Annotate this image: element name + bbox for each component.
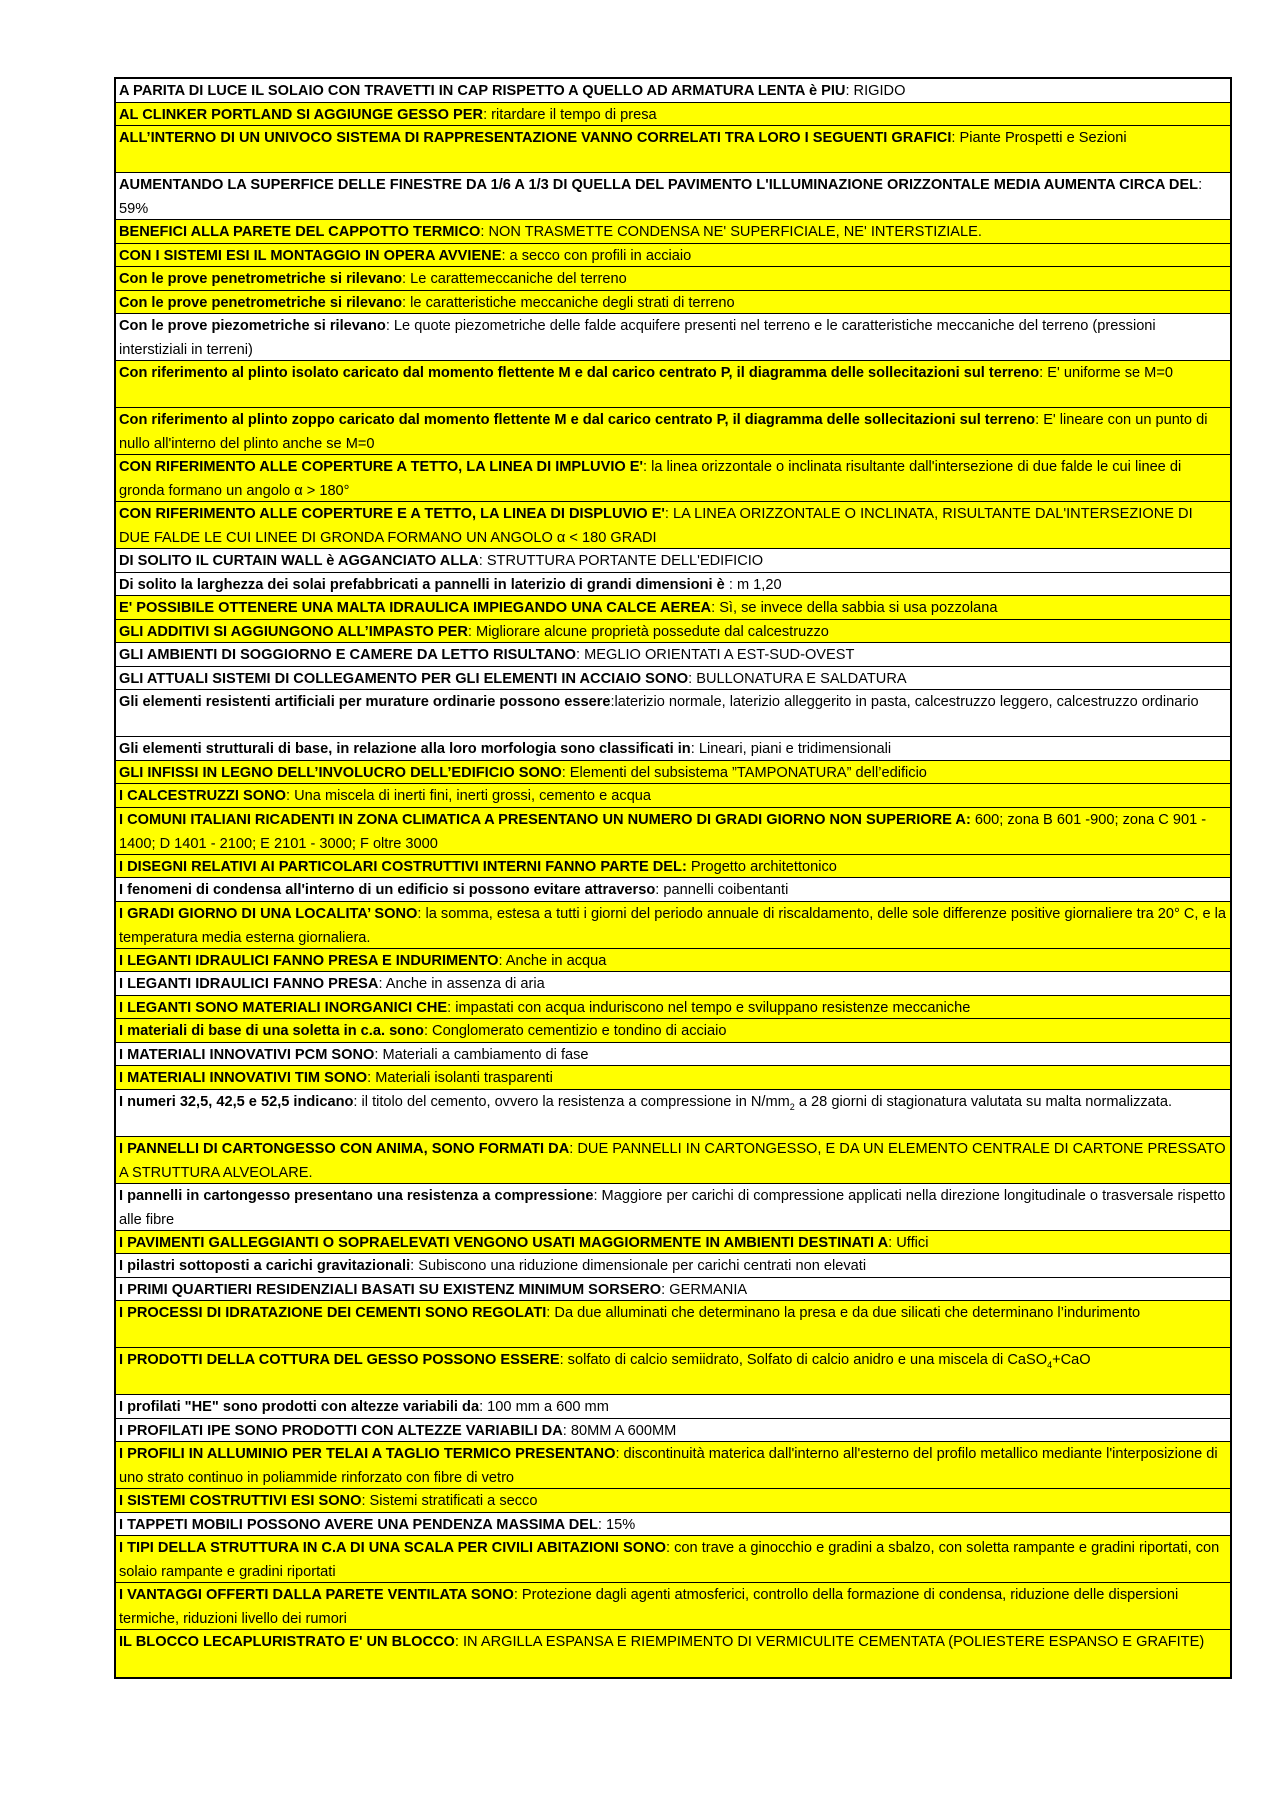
answer-text: : Le quote piezometriche delle falde acquifere presenti nel terreno e le caratteristiche meccaniche del terreno (pressioni interstiziali in terreni) — [119, 318, 1156, 358]
answer-text: : GERMANIA — [661, 1281, 748, 1298]
table-row — [116, 690, 1230, 737]
answer-text: : MEGLIO ORIENTATI A EST-SUD-OVEST — [576, 647, 855, 663]
answer-text: : E' uniforme se M=0 — [1039, 365, 1173, 381]
table-row — [116, 1419, 1230, 1443]
answer-text: : Migliorare alcune proprietà possedute dal calcestruzzo — [467, 623, 829, 640]
answer-text: : Elementi del subsistema ”TAMPONATURA” dell’edificio — [561, 764, 927, 781]
question-text: Gli elementi resistenti artificiali per murature ordinarie possono essere — [119, 694, 611, 710]
question-text: Gli elementi strutturali di base, in relazione alla loro morfologia sono classificati in — [119, 741, 691, 757]
question-text: I PROFILI IN ALLUMINIO PER TELAI A TAGLIO TERMICO PRESENTANO — [119, 1446, 616, 1462]
answer-text: : m 1,20 — [724, 576, 782, 593]
question-text: AUMENTANDO LA SUPERFICE DELLE FINESTRE DA 1/6 A 1/3 DI QUELLA DEL PAVIMENTO L'ILLUMINAZIONE ORIZZONTALE MEDIA AUMENTA CIRCA DEL — [119, 177, 1199, 193]
question-text: GLI AMBIENTI DI SOGGIORNO E CAMERE DA LETTO RISULTANO — [119, 647, 577, 663]
table-row — [116, 1254, 1230, 1278]
table-row — [116, 643, 1230, 667]
answer-text: :laterizio normale, laterizio alleggerito in pasta, calcestruzzo leggero, calcestruzzo ordinario — [610, 694, 1199, 710]
table-row — [116, 1583, 1230, 1630]
table-row — [116, 620, 1230, 644]
question-text: I PAVIMENTI GALLEGGIANTI O SOPRAELEVATI VENGONO USATI MAGGIORMENTE IN AMBIENTI DESTINATI A — [119, 1234, 889, 1251]
question-text: I TIPI DELLA STRUTTURA IN C.A DI UNA SCALA PER CIVILI ABITAZIONI SONO — [119, 1540, 666, 1556]
question-text: GLI ATTUALI SISTEMI DI COLLEGAMENTO PER GLI ELEMENTI IN ACCIAIO SONO — [119, 670, 689, 687]
question-text: I LEGANTI IDRAULICI FANNO PRESA — [119, 976, 379, 992]
question-text: I VANTAGGI OFFERTI DALLA PARETE VENTILATA SONO — [119, 1587, 514, 1603]
table-row — [116, 549, 1230, 573]
answer-text: : IN ARGILLA ESPANSA E RIEMPIMENTO DI VERMICULITE CEMENTATA (POLIESTERE ESPANSO E GRAFITE) — [454, 1634, 1205, 1650]
table-row — [116, 1348, 1230, 1395]
question-text: ALL’INTERNO DI UN UNIVOCO SISTEMA DI RAPPRESENTAZIONE VANNO CORRELATI TRA LORO I SEGUENTI GRAFICI — [119, 130, 952, 146]
question-text: I CALCESTRUZZI SONO — [119, 788, 287, 804]
question-text: I pannelli in cartongesso presentano una resistenza a compressione — [119, 1187, 594, 1204]
table-row — [116, 808, 1230, 855]
table-row — [116, 220, 1230, 244]
subscript-text: 2 — [789, 1101, 795, 1112]
answer-text: : Una miscela di inerti fini, inerti grossi, cemento e acqua — [286, 788, 652, 804]
answer-text: Progetto architettonico — [686, 858, 837, 875]
table-row — [116, 1090, 1230, 1137]
table-row — [116, 291, 1230, 315]
table-row — [116, 1184, 1230, 1231]
answer-text: : Anche in acqua — [498, 952, 607, 969]
table-row — [116, 1066, 1230, 1090]
answer-text: : a secco con profili in acciaio — [501, 247, 692, 264]
question-text: I PRIMI QUARTIERI RESIDENZIALI BASATI SU EXISTENZ MINIMUM SORSERO — [119, 1281, 662, 1298]
table-row — [116, 1301, 1230, 1348]
table-row — [116, 455, 1230, 502]
table-row — [116, 361, 1230, 408]
table-row — [116, 902, 1230, 949]
question-text: I PROFILATI IPE SONO PRODOTTI CON ALTEZZE VARIABILI DA — [119, 1422, 563, 1439]
question-text: I MATERIALI INNOVATIVI PCM SONO — [119, 1046, 375, 1063]
question-text: CON I SISTEMI ESI IL MONTAGGIO IN OPERA AVVIENE — [119, 247, 502, 264]
question-text: I PRODOTTI DELLA COTTURA DEL GESSO POSSONO ESSERE — [119, 1352, 560, 1368]
answer-text: : ritardare il tempo di presa — [483, 106, 657, 123]
question-text: E' POSSIBILE OTTENERE UNA MALTA IDRAULICA IMPIEGANDO UNA CALCE AEREA — [119, 600, 712, 616]
question-text: I numeri 32,5, 42,5 e 52,5 indicano — [119, 1093, 354, 1110]
question-text: Con riferimento al plinto isolato caricato dal momento flettente M e dal carico centrato P, il diagramma delle sollecitazioni sul terreno — [119, 365, 1040, 381]
question-text: I GRADI GIORNO DI UNA LOCALITA’ SONO — [119, 905, 418, 922]
answer-text: : Sistemi stratificati a secco — [361, 1493, 538, 1509]
answer-text: : Protezione dagli agenti atmosferici, controllo della formazione di condensa, riduzione delle dispersioni termiche, riduzioni livello dei rumori — [119, 1587, 1179, 1627]
answer-text: : con trave a ginocchio e gradini a sbalzo, con soletta rampante e gradini riportati, con solaio rampante e gradini riportati — [119, 1540, 1220, 1580]
question-text: CON RIFERIMENTO ALLE COPERTURE A TETTO, LA LINEA DI IMPLUVIO E' — [119, 459, 643, 475]
question-text: I DISEGNI RELATIVI AI PARTICOLARI COSTRUTTIVI INTERNI FANNO PARTE DEL: — [119, 858, 687, 875]
table-row — [116, 1630, 1230, 1677]
question-text: Di solito la larghezza dei solai prefabbricati a pannelli in laterizio di grandi dimensioni è — [119, 576, 725, 593]
table-row — [116, 784, 1230, 808]
answer-text: : pannelli coibentanti — [655, 882, 789, 898]
answer-text: : Conglomerato cementizio e tondino di acciaio — [423, 1023, 727, 1039]
question-text: GLI ADDITIVI SI AGGIUNGONO ALL’IMPASTO PER — [119, 623, 468, 640]
table-row — [116, 1137, 1230, 1184]
table-row — [116, 972, 1230, 996]
subscript-text: 4 — [1047, 1359, 1053, 1370]
answer-text: : Piante Prospetti e Sezioni — [951, 130, 1127, 146]
answer-text: : DUE PANNELLI IN CARTONGESSO, E DA UN ELEMENTO CENTRALE DI CARTONE PRESSATO A STRUTTURA ALVEOLARE. — [119, 1140, 1226, 1181]
answer-text: : discontinuità materica dall'interno all'esterno del profilo metallico mediante l'interposizione di uno strato continuo in poliammide rinforzato con fibre di vetro — [119, 1446, 1218, 1486]
table-row — [116, 103, 1230, 127]
answer-text: : Uffici — [888, 1234, 929, 1251]
table-row — [116, 1536, 1230, 1583]
table-row — [116, 878, 1230, 902]
answer-text: : la somma, estesa a tutti i giorni del periodo annuale di riscaldamento, delle sole differenze positive giornaliere tra 20° C, e la temperatura media esterna giornaliera. — [119, 905, 1227, 946]
table-row — [116, 573, 1230, 597]
table-row — [116, 949, 1230, 973]
answer-text: : 59% — [119, 177, 1203, 217]
question-text: I PANNELLI DI CARTONGESSO CON ANIMA, SONO FORMATI DA — [119, 1140, 570, 1157]
answer-text: : E' lineare con un punto di nullo all'interno del plinto anche se M=0 — [119, 412, 1208, 452]
answer-text: : Materiali isolanti trasparenti — [367, 1070, 553, 1086]
question-text: Con le prove penetrometriche si rilevano — [119, 294, 403, 311]
question-text: DI SOLITO IL CURTAIN WALL è AGGANCIATO ALLA — [119, 553, 479, 569]
answer-text-continued: +CaO — [1052, 1352, 1091, 1368]
answer-text: : le caratteristiche meccaniche degli strati di terreno — [402, 294, 735, 311]
answer-text: : STRUTTURA PORTANTE DELL'EDIFICIO — [478, 553, 764, 569]
answer-text: : Le carattemeccaniche del terreno — [402, 271, 627, 287]
table-row — [116, 1513, 1230, 1537]
question-text: I COMUNI ITALIANI RICADENTI IN ZONA CLIMATICA A PRESENTANO UN NUMERO DI GRADI GIORNO NON SUPERIORE A: — [119, 811, 971, 828]
answer-text: : il titolo del cemento, ovvero la resistenza a compressione in N/mm — [353, 1093, 790, 1110]
question-text: I PROCESSI DI IDRATAZIONE DEI CEMENTI SONO REGOLATI — [119, 1305, 547, 1321]
answer-text: : Subiscono una riduzione dimensionale per carichi centrati non elevati — [410, 1258, 867, 1274]
table-row — [116, 79, 1230, 103]
answer-text-continued: a 28 giorni di stagionatura valutata su malta normalizzata. — [794, 1093, 1173, 1110]
table-row — [116, 855, 1230, 879]
question-text: I profilati "HE" sono prodotti con altezze variabili da — [119, 1399, 480, 1415]
question-text: Con le prove piezometriche si rilevano — [119, 318, 386, 334]
answer-text: : Materiali a cambiamento di fase — [374, 1046, 589, 1063]
table-row — [116, 267, 1230, 291]
answer-text: : Da due alluminati che determinano la presa e da due silicati che determinano l’indurimento — [546, 1305, 1141, 1321]
question-text: I LEGANTI IDRAULICI FANNO PRESA E INDURIMENTO — [119, 952, 499, 969]
table-row — [116, 996, 1230, 1020]
question-text: BENEFICI ALLA PARETE DEL CAPPOTTO TERMICO — [119, 224, 481, 240]
question-text: I LEGANTI SONO MATERIALI INORGANICI CHE — [119, 999, 448, 1016]
answer-text: : Anche in assenza di aria — [378, 976, 545, 992]
question-text: A PARITA DI LUCE IL SOLAIO CON TRAVETTI IN CAP RISPETTO A QUELLO AD ARMATURA LENTA è PIU — [119, 83, 846, 99]
question-text: I TAPPETI MOBILI POSSONO AVERE UNA PENDENZA MASSIMA DEL — [119, 1516, 598, 1533]
question-text: I SISTEMI COSTRUTTIVI ESI SONO — [119, 1493, 362, 1509]
answer-text: : 80MM A 600MM — [562, 1422, 677, 1439]
answer-text: : solfato di calcio semiidrato, Solfato di calcio anidro e una miscela di CaSO — [559, 1352, 1048, 1368]
table-row — [116, 1019, 1230, 1043]
question-text: CON RIFERIMENTO ALLE COPERTURE E A TETTO, LA LINEA DI DISPLUVIO E' — [119, 506, 665, 522]
answer-text: : NON TRASMETTE CONDENSA NE' SUPERFICIALE, NE' INTERSTIZIALE. — [480, 224, 982, 240]
table-row — [116, 596, 1230, 620]
table-row — [116, 408, 1230, 455]
answer-text: : Lineari, piani e tridimensionali — [690, 741, 892, 757]
table-row — [116, 1395, 1230, 1419]
table-row — [116, 314, 1230, 361]
table-row — [116, 173, 1230, 220]
answer-text: : 15% — [597, 1516, 636, 1533]
qa-table — [114, 77, 1232, 1679]
table-row — [116, 126, 1230, 173]
question-text: I MATERIALI INNOVATIVI TIM SONO — [119, 1070, 368, 1086]
question-text: AL CLINKER PORTLAND SI AGGIUNGE GESSO PER — [119, 106, 484, 123]
table-row — [116, 667, 1230, 691]
question-text: I materiali di base di una soletta in c.a. sono — [119, 1023, 424, 1039]
answer-text: : la linea orizzontale o inclinata risultante dall'intersezione di due falde le cui linee di gronda formano un angolo α > 180° — [119, 459, 1182, 499]
table-row — [116, 737, 1230, 761]
table-row — [116, 1278, 1230, 1302]
table-row — [116, 1231, 1230, 1255]
answer-text: : BULLONATURA E SALDATURA — [688, 670, 907, 687]
table-row — [116, 502, 1230, 549]
answer-text: 600; zona B 601 -900; zona C 901 - 1400; D 1401 - 2100; E 2101 - 3000; F oltre 3000 — [119, 811, 1207, 852]
answer-text: : Sì, se invece della sabbia si usa pozzolana — [711, 600, 998, 616]
answer-text: : 100 mm a 600 mm — [479, 1399, 609, 1415]
table-row — [116, 1043, 1230, 1067]
table-row — [116, 761, 1230, 785]
table-row — [116, 244, 1230, 268]
answer-text: : RIGIDO — [845, 83, 906, 99]
table-row — [116, 1442, 1230, 1489]
question-text: GLI INFISSI IN LEGNO DELL’INVOLUCRO DELL’EDIFICIO SONO — [119, 764, 562, 781]
question-text: Con le prove penetrometriche si rilevano — [119, 271, 403, 287]
answer-text: : Maggiore per carichi di compressione applicati nella direzione longitudinale o trasversale rispetto alle fibre — [119, 1187, 1226, 1228]
question-text: I fenomeni di condensa all'interno di un edificio si possono evitare attraverso — [119, 882, 656, 898]
answer-text: : LA LINEA ORIZZONTALE O INCLINATA, RISULTANTE DAL'INTERSEZIONE DI DUE FALDE LE CUI LINEE DI GRONDA FORMANO UN ANGOLO α < 180 GRADI — [119, 506, 1193, 546]
question-text: Con riferimento al plinto zoppo caricato dal momento flettente M e dal carico centrato P, il diagramma delle sollecitazioni sul terreno — [119, 412, 1036, 428]
question-text: I pilastri sottoposti a carichi gravitazionali — [119, 1258, 411, 1274]
question-text: IL BLOCCO LECAPLURISTRATO E' UN BLOCCO — [119, 1634, 455, 1650]
table-row — [116, 1489, 1230, 1513]
answer-text: : impastati con acqua induriscono nel tempo e sviluppano resistenze meccaniche — [447, 999, 971, 1016]
